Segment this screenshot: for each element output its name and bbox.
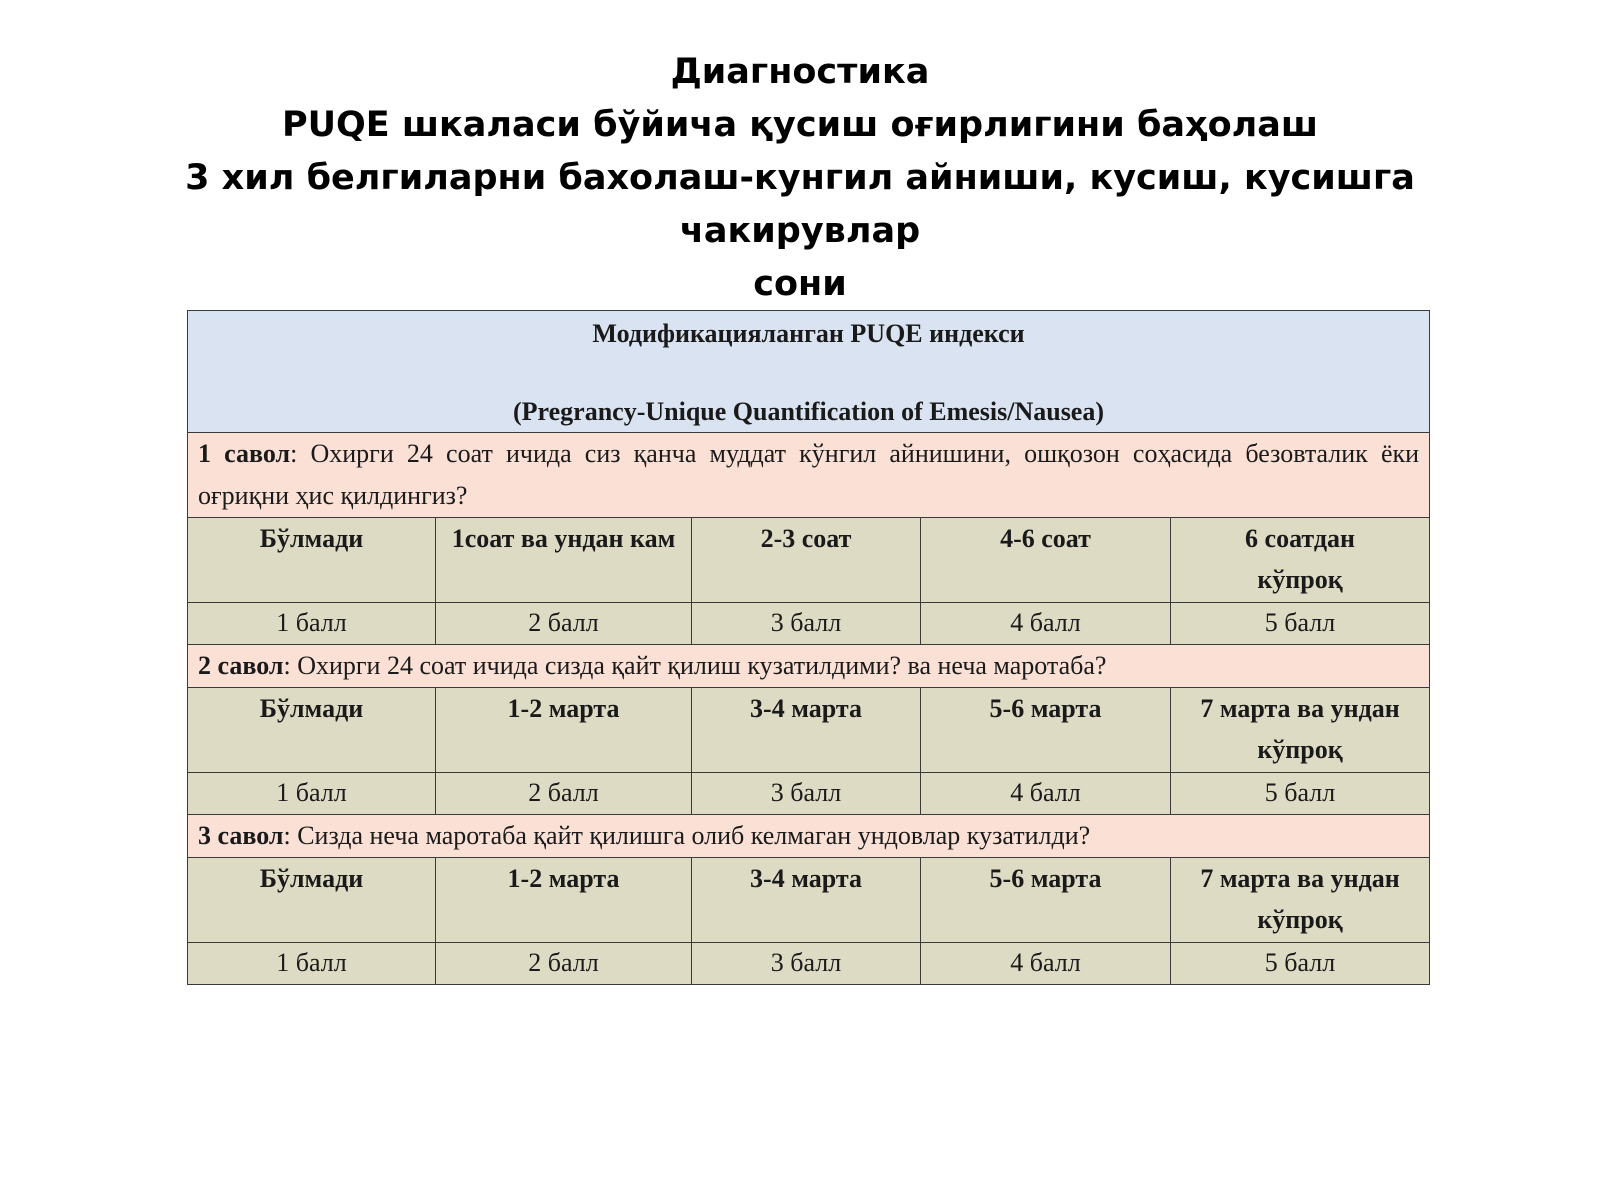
q3-option: 3-4 марта — [692, 858, 921, 943]
q1-score: 3 балл — [692, 603, 921, 645]
q1-option: 6 соатдан кўпроқ — [1171, 518, 1430, 603]
puqe-table — [187, 310, 1430, 985]
table-header-title: Модификацияланган PUQE индекси — [592, 319, 1025, 348]
q2-option: 5-6 марта — [921, 688, 1171, 773]
question-row-2 — [188, 645, 1430, 688]
table-header-subtitle: (Pregrancy-Unique Quantification of Emesis/Nausea) — [513, 397, 1105, 426]
question-3-text: : Сизда неча маротаба қайт қилишга олиб келмаган ундовлар кузатилди? — [283, 821, 1091, 850]
title-line-2: PUQE шкаласи бўйича қусиш оғирлигини баҳолаш — [281, 105, 1319, 145]
q1-score: 4 балл — [921, 603, 1171, 645]
q1-option: 4-6 соат — [921, 518, 1171, 603]
q1-score: 5 балл — [1171, 603, 1430, 645]
slide-title — [80, 46, 1520, 311]
table-header — [188, 311, 1430, 433]
q3-option: Бўлмади — [188, 858, 436, 943]
q2-score: 2 балл — [436, 773, 692, 815]
question-3-label: 3 савол — [198, 821, 284, 850]
q1-score: 2 балл — [436, 603, 692, 645]
scores-row-3 — [188, 943, 1430, 985]
question-2 — [188, 645, 1430, 688]
table-header-row — [188, 311, 1430, 433]
q2-score: 1 балл — [188, 773, 436, 815]
title-line-3: 3 хил белгиларни бахолаш-кунгил айниши, кусиш, кусишга чакирувлар — [185, 158, 1415, 251]
q1-option: Бўлмади — [188, 518, 436, 603]
q2-score: 3 балл — [692, 773, 921, 815]
question-1 — [188, 433, 1430, 518]
q2-option: Бўлмади — [188, 688, 436, 773]
q3-score: 1 балл — [188, 943, 436, 985]
title-line-1: Диагностика — [670, 52, 930, 92]
q2-score: 4 балл — [921, 773, 1171, 815]
q3-score: 3 балл — [692, 943, 921, 985]
q2-option: 1-2 марта — [436, 688, 692, 773]
question-2-text: : Охирги 24 соат ичида сизда қайт қилиш кузатилдими? ва неча маротаба? — [283, 651, 1107, 680]
options-row-2 — [188, 688, 1430, 773]
q1-option: 1соат ва ундан кам — [436, 518, 692, 603]
q3-option: 5-6 марта — [921, 858, 1171, 943]
options-row-3 — [188, 858, 1430, 943]
question-1-label: 1 савол — [198, 439, 291, 468]
title-line-4: сони — [753, 264, 847, 304]
question-2-label: 2 савол — [198, 651, 284, 680]
q3-option: 1-2 марта — [436, 858, 692, 943]
question-1-text: : Охирги 24 соат ичида сиз қанча муддат кўнгил айнишини, ошқозон соҳасида безовталик ёки оғриқни ҳис қилдингиз? — [198, 439, 1420, 510]
q2-score: 5 балл — [1171, 773, 1430, 815]
q2-option: 3-4 марта — [692, 688, 921, 773]
options-row-1 — [188, 518, 1430, 603]
q1-option: 2-3 соат — [692, 518, 921, 603]
q2-option: 7 марта ва ундан кўпроқ — [1171, 688, 1430, 773]
q3-score: 5 балл — [1171, 943, 1430, 985]
scores-row-1 — [188, 603, 1430, 645]
q3-option: 7 марта ва ундан кўпроқ — [1171, 858, 1430, 943]
q3-score: 4 балл — [921, 943, 1171, 985]
scores-row-2 — [188, 773, 1430, 815]
question-row-3 — [188, 815, 1430, 858]
question-row-1 — [188, 433, 1430, 518]
q3-score: 2 балл — [436, 943, 692, 985]
q1-score: 1 балл — [188, 603, 436, 645]
question-3 — [188, 815, 1430, 858]
